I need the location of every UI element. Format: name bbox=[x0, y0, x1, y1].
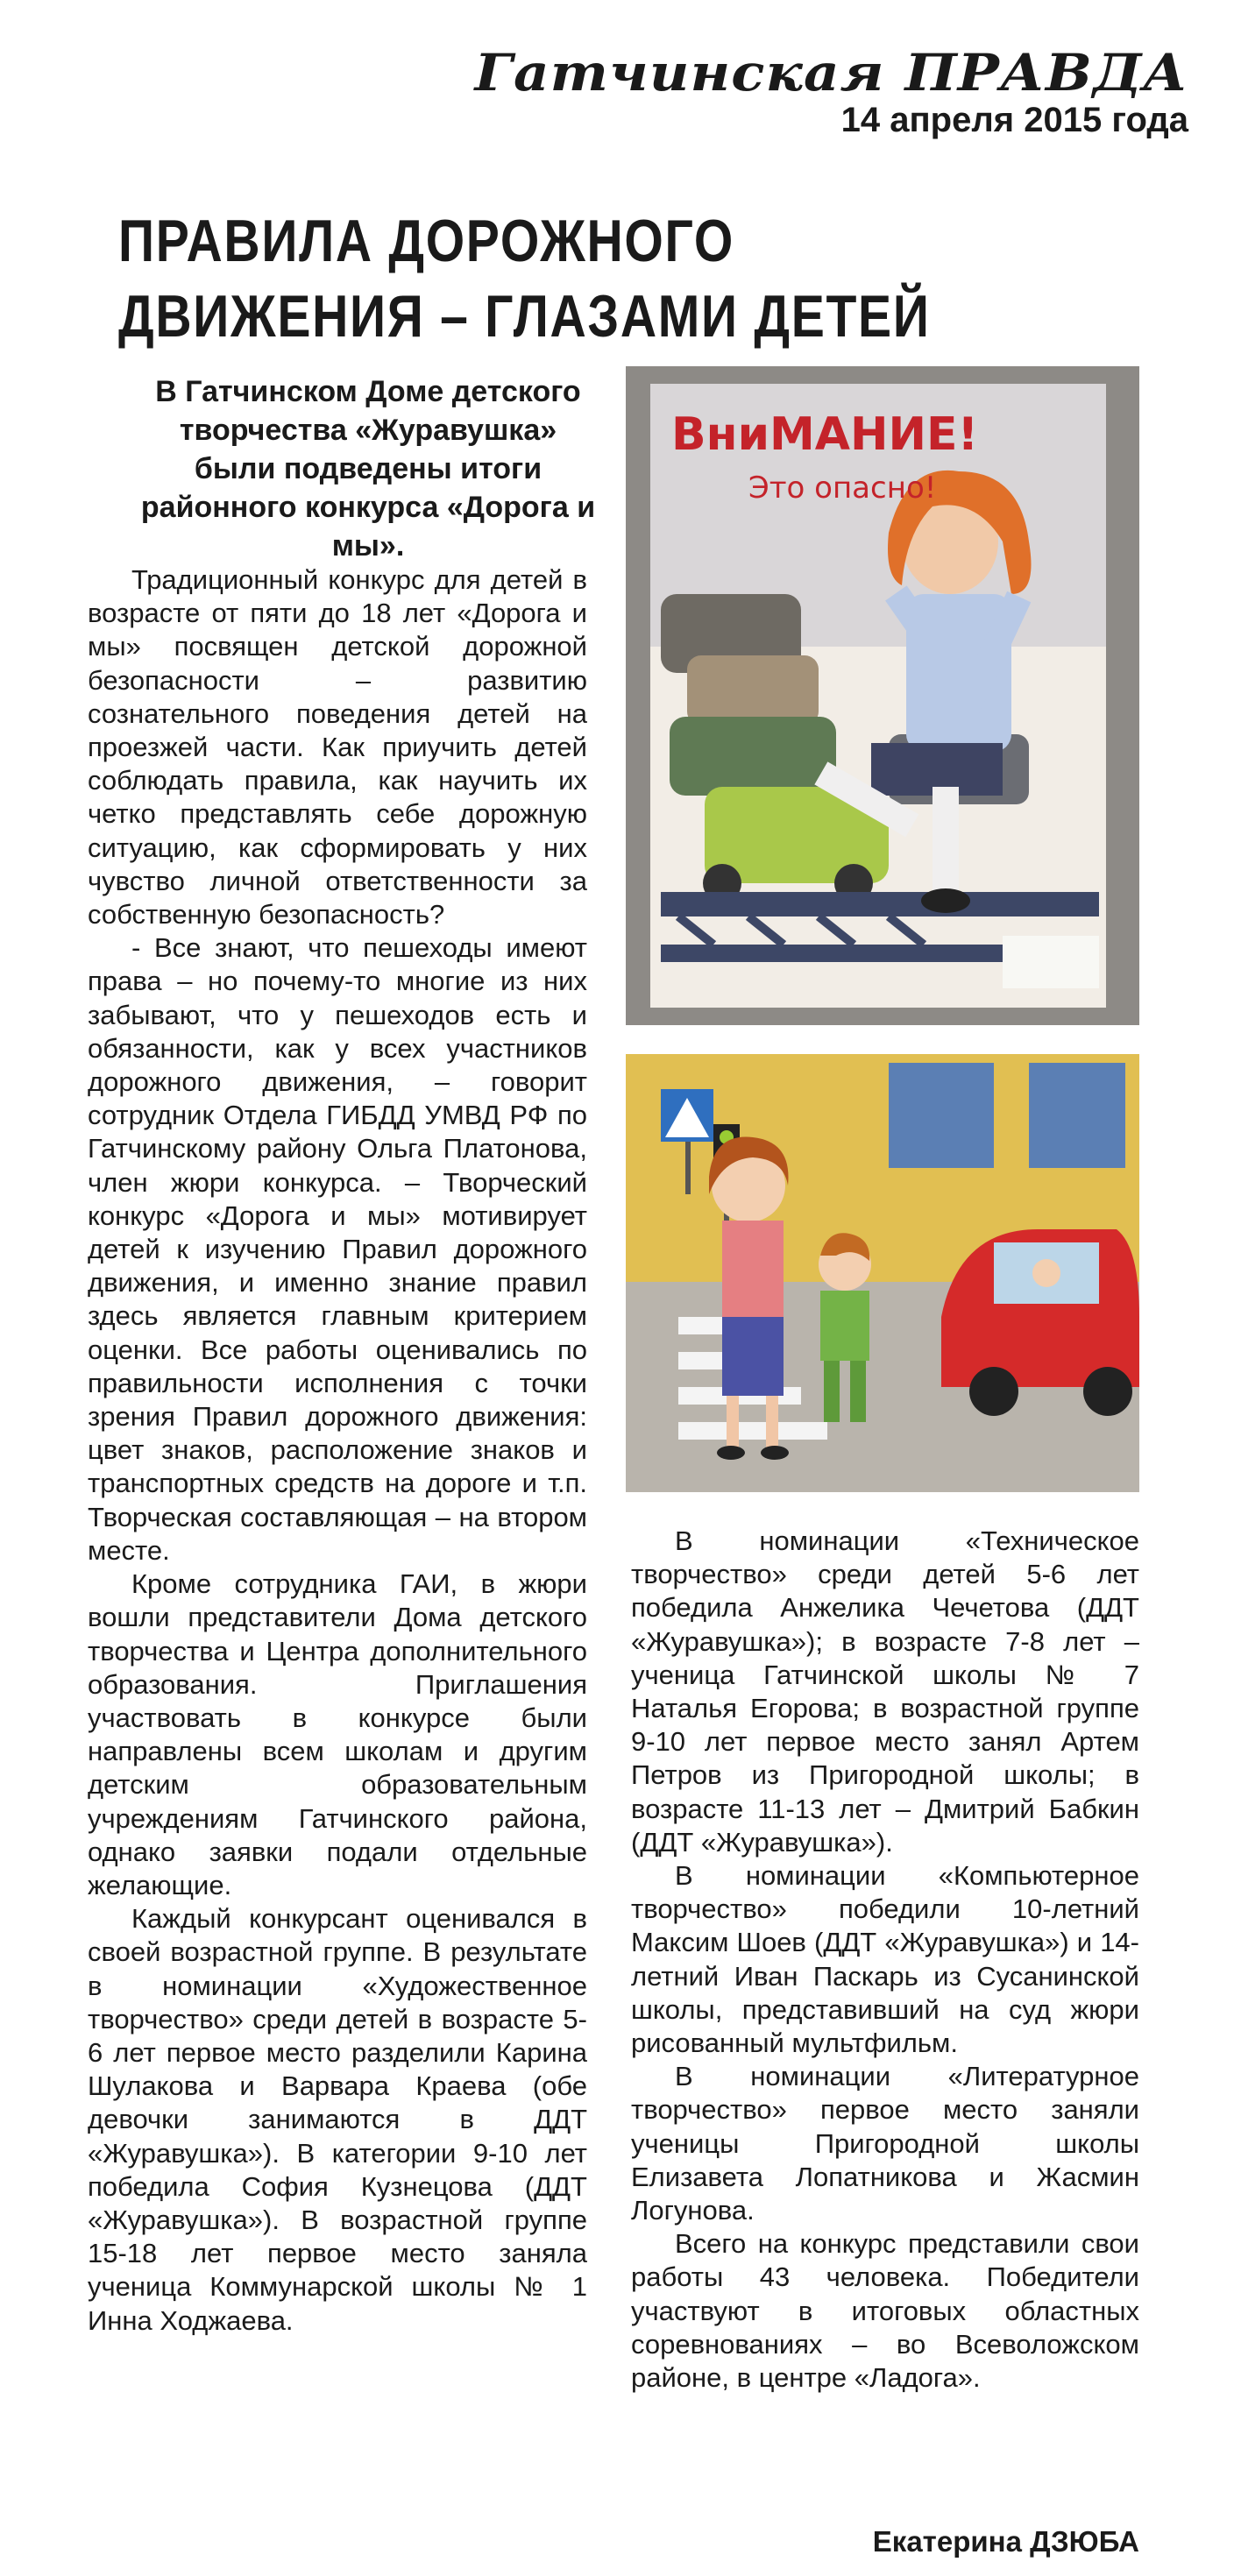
drawing-banner-text: ВниМАНИЕ! bbox=[671, 408, 979, 461]
right-column bbox=[631, 1525, 1139, 2395]
left-column bbox=[88, 563, 587, 2338]
paragraph: Кроме сотрудника ГАИ, в жюри вошли представители Дома детского творчества и Центра дополнительного образования. Приглашения участвовать в конкурсе были направлены всем школам и другим детским образовательным учреждениям Гатчинского района, однако заявки подали отдельные желающие. bbox=[88, 1568, 587, 1900]
newspaper-title: Гатчинская ПРАВДА bbox=[474, 43, 1188, 103]
drawing-girl-on-railing bbox=[626, 366, 1139, 1025]
article-headline: ПРАВИЛА ДОРОЖНОГО ДВИЖЕНИЯ – ГЛАЗАМИ ДЕТЕЙ bbox=[118, 208, 931, 350]
drawing-mother-child-crosswalk bbox=[626, 1054, 1139, 1492]
author-signature: Екатерина ДЗЮБА bbox=[872, 2525, 1139, 2558]
drawing-attention-photo bbox=[626, 366, 1139, 1025]
paragraph: Всего на конкурс представили свои работы 43 человека. Победители участвуют в итоговых областных соревнованиях – во Всеволожском районе, в центре «Ладога». bbox=[631, 2228, 1139, 2394]
article-lead: В Гатчинском Доме детского творчества «Журавушка» были подведены итоги районного конкурса «Дорога и мы». bbox=[140, 375, 596, 563]
paragraph: В номинации «Литературное творчество» первое место заняли ученицы Пригородной школы Елизавета Лопатникова и Жасмин Логунова. bbox=[631, 2061, 1139, 2226]
paragraph: Каждый конкурсант оценивался в своей возрастной группе. В результате в номинации «Художественное творчество» среди детей в возрасте 5-6 лет первое место разделили Карина Шулакова и Варвара Краева (обе девочки занимаются в ДДТ «Журавушка»). В категории 9-10 лет победила София Кузнецова (ДДТ «Журавушка»). В возрастной группе 15-18 лет первое место заняла ученица Коммунарской школы № 1 Инна Ходжаева. bbox=[88, 1903, 587, 2336]
paragraph: В номинации «Техническое творчество» среди детей 5-6 лет победила Анжелика Чечетова (ДДТ «Журавушка»); в возрасте 7-8 лет – ученица Гатчинской школы № 7 Наталья Егорова; в возрастной группе 9-10 лет первое место занял Артем Петров из Пригородной школы; в возрасте 11-13 лет – Дмитрий Бабкин (ДДТ «Журавушка»). bbox=[631, 1525, 1139, 1858]
issue-date: 14 апреля 2015 года bbox=[840, 101, 1188, 139]
paragraph: В номинации «Компьютерное творчество» победили 10-летний Максим Шоев (ДДТ «Журавушка») и 14-летний Иван Паскарь из Сусанинской школы, представивший на суд жюри рисованный мультфильм. bbox=[631, 1860, 1139, 2059]
drawing-banner-subtext: Это опасно! bbox=[748, 471, 937, 506]
masthead bbox=[474, 43, 1188, 140]
paragraph: Традиционный конкурс для детей в возрасте от пяти до 18 лет «Дорога и мы» посвящен детской дорожной безопасности – развитию сознательного поведения детей на проезжей части. Как приучить детей соблюдать правила, как научить их четко представлять себе дорожную ситуацию, как сформировать у них чувство личной ответственности за собственную безопасность? bbox=[88, 564, 587, 931]
paragraph: - Все знают, что пешеходы имеют права – но почему-то многие из них забывают, что у пешеходов есть и обязанности, как у всех участников дорожного движения, – говорит сотрудник Отдела ГИБДД УМВД РФ по Гатчинскому району Ольга Платонова, член жюри конкурса. – Творческий конкурс «Дорога и мы» мотивирует детей к изучению Правил дорожного движения, и именно знание правил здесь является главным критерием оценки. Все работы оценивались по правильности исполнения с точки зрения Правил дорожного движения: цвет знаков, расположение знаков и транспортных средств на дороге и т.п. Творческая составляющая – на втором месте. bbox=[88, 932, 587, 1566]
crosswalk-drawing-photo bbox=[626, 1054, 1139, 1492]
